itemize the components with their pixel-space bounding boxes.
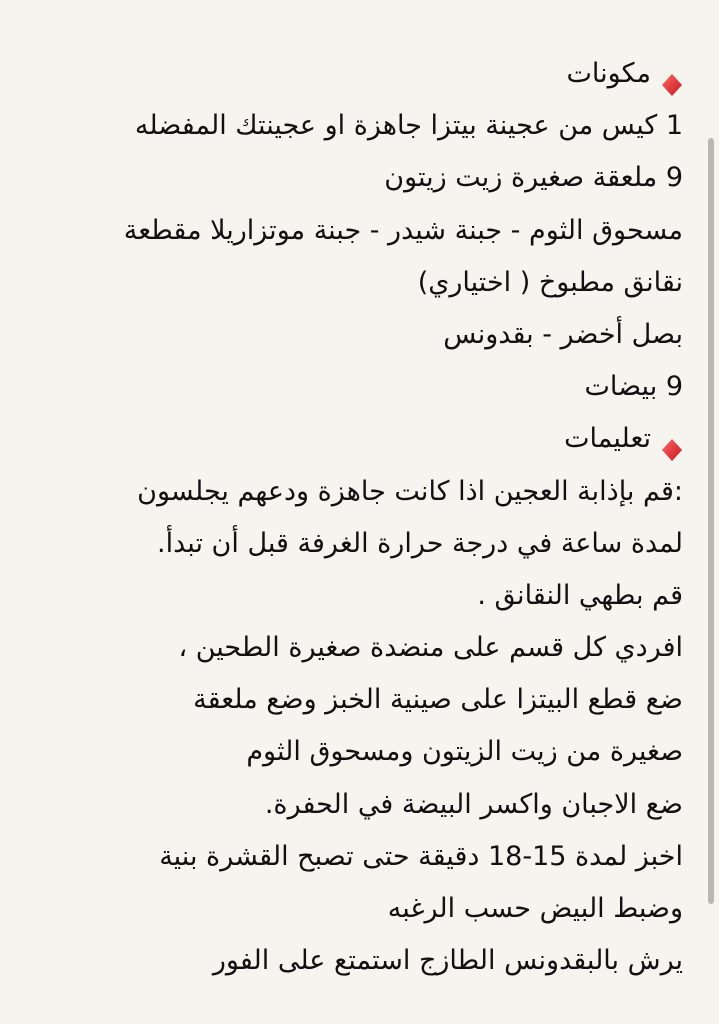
note-line: صغيرة من زيت الزيتون ومسحوق الثوم: [246, 736, 683, 768]
heading-text: مكونات: [566, 58, 651, 89]
note-line: وضبط البيض حسب الرغبه: [387, 893, 683, 924]
note-line: افردي كل قسم على منضدة صغيرة الطحين ،: [178, 632, 683, 664]
note-line: :قم بإذابة العجين اذا كانت جاهزة ودعهم يجلسون: [137, 475, 683, 507]
heading-ingredients: [30, 48, 683, 100]
note-line: مسحوق الثوم - جبنة شيدر - جبنة موتزاريلا مقطعة: [123, 214, 683, 246]
note-line: 9 ملعقة صغيرة زيت زيتون: [384, 162, 683, 194]
note-line: بصل أخضر - بقدونس: [443, 318, 683, 350]
note-line: اخبز لمدة 15-18 دقيقة حتى تصبح القشرة بنية: [159, 840, 683, 872]
note-line: لمدة ساعة في درجة حرارة الغرفة قبل أن تبدأ.: [157, 527, 683, 559]
note-line: ضع قطع البيتزا على صينية الخبز وضع ملعقة: [193, 684, 683, 716]
red-diamond-icon: [661, 427, 683, 449]
heading-text: تعليمات: [564, 423, 651, 455]
heading-instructions: [30, 413, 683, 465]
note-line: 9 بيضات: [584, 371, 683, 403]
note-line: نقانق مطبوخ ( اختياري): [417, 266, 683, 298]
note-line: ضع الاجبان واكسر البيضة في الحفرة.: [264, 788, 683, 820]
note-line: 1 كيس من عجينة بيتزا جاهزة او عجينتك المفضله: [134, 110, 683, 142]
note-line: قم بطهي النقانق .: [477, 579, 683, 611]
note-line: يرش بالبقدونس الطازج استمتع على الفور: [212, 945, 683, 977]
vertical-scrollbar[interactable]: [708, 138, 714, 904]
note-body[interactable]: [30, 48, 683, 987]
red-diamond-icon: [661, 62, 683, 84]
